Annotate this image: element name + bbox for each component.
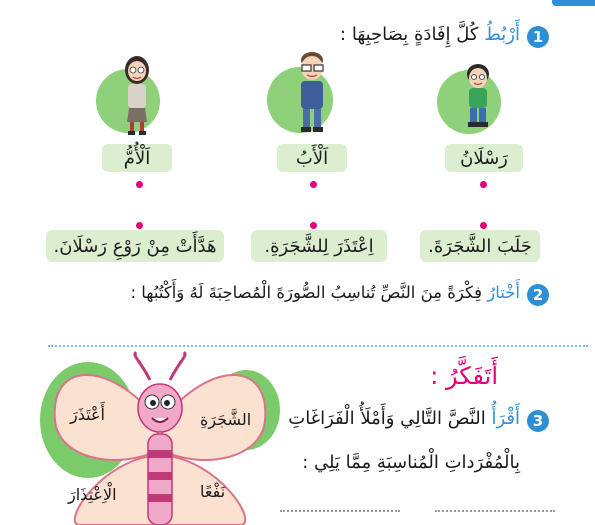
question-2-text: فِكْرَةً مِنَ النَّصِّ تُناسِبُ الصُّورَةَ الْمُصاحِبَةَ لَهُ وَأَكْتُبُها :: [130, 283, 482, 302]
match-dot-boy[interactable]: [480, 181, 487, 188]
question-3-keyword: أَقْرَأُ: [491, 408, 520, 429]
question-2-instruction: [130, 283, 520, 302]
section-title: أَتَفَكَّرُ :: [430, 362, 498, 390]
match-dot-mother[interactable]: [136, 181, 143, 188]
match-dot-statement-2[interactable]: [310, 222, 317, 229]
question-3-text: النَّصَّ التَّالِي وَأَمْلَأُ الْفَرَاغَاتِ: [288, 408, 486, 429]
label-mother: اَلْأُمُّ: [102, 144, 172, 172]
question-number-1: 1: [527, 26, 549, 48]
header-tab-fragment: [552, 0, 595, 6]
question-2-keyword: أَخْتارُ: [487, 283, 520, 302]
question-1-instruction: [340, 24, 520, 45]
statement-1: هَدَّأَتْ مِنْ رَوْعِ رَسْلَانَ.: [46, 230, 224, 262]
butterfly-word-top-left: أَعْتَذَرَ: [70, 405, 105, 424]
statement-3: جَلَبَ الشَّجَرَةَ.: [420, 230, 540, 262]
question-3-instruction-line2: بِالْمُفْرَداتِ الْمُناسِبَةِ مِمَّا يَلِي :: [302, 452, 520, 473]
question-number-3: 3: [527, 410, 549, 432]
mother-icon: [116, 52, 160, 136]
question-1-text: كُلَّ إِفَادَةٍ بِصَاحِبِهَا :: [340, 24, 479, 45]
section-divider: [48, 345, 588, 347]
butterfly-word-bottom-left: الْاِعْتِذَارَ: [68, 485, 117, 504]
label-boy: رَسْلَانُ: [445, 144, 523, 172]
butterfly-word-top-right: الشَّجَرَةِ: [200, 410, 252, 429]
statement-2: اِعْتَذَرَ لِلشَّجَرَةِ.: [251, 230, 387, 262]
match-dot-statement-3[interactable]: [480, 222, 487, 229]
label-father: اَلْأَبُ: [277, 144, 347, 172]
question-3-instruction: [288, 408, 520, 429]
fill-blank-line-2: [280, 510, 400, 512]
question-number-2: 2: [527, 284, 549, 306]
father-icon: [288, 46, 336, 136]
boy-icon: [458, 60, 498, 132]
question-1-keyword: أَرْبُطُ: [484, 24, 520, 45]
butterfly-word-bottom-right: نَفْعًا: [200, 482, 226, 501]
match-dot-statement-1[interactable]: [136, 222, 143, 229]
fill-blank-line-start: [435, 510, 555, 512]
match-dot-father[interactable]: [310, 181, 317, 188]
